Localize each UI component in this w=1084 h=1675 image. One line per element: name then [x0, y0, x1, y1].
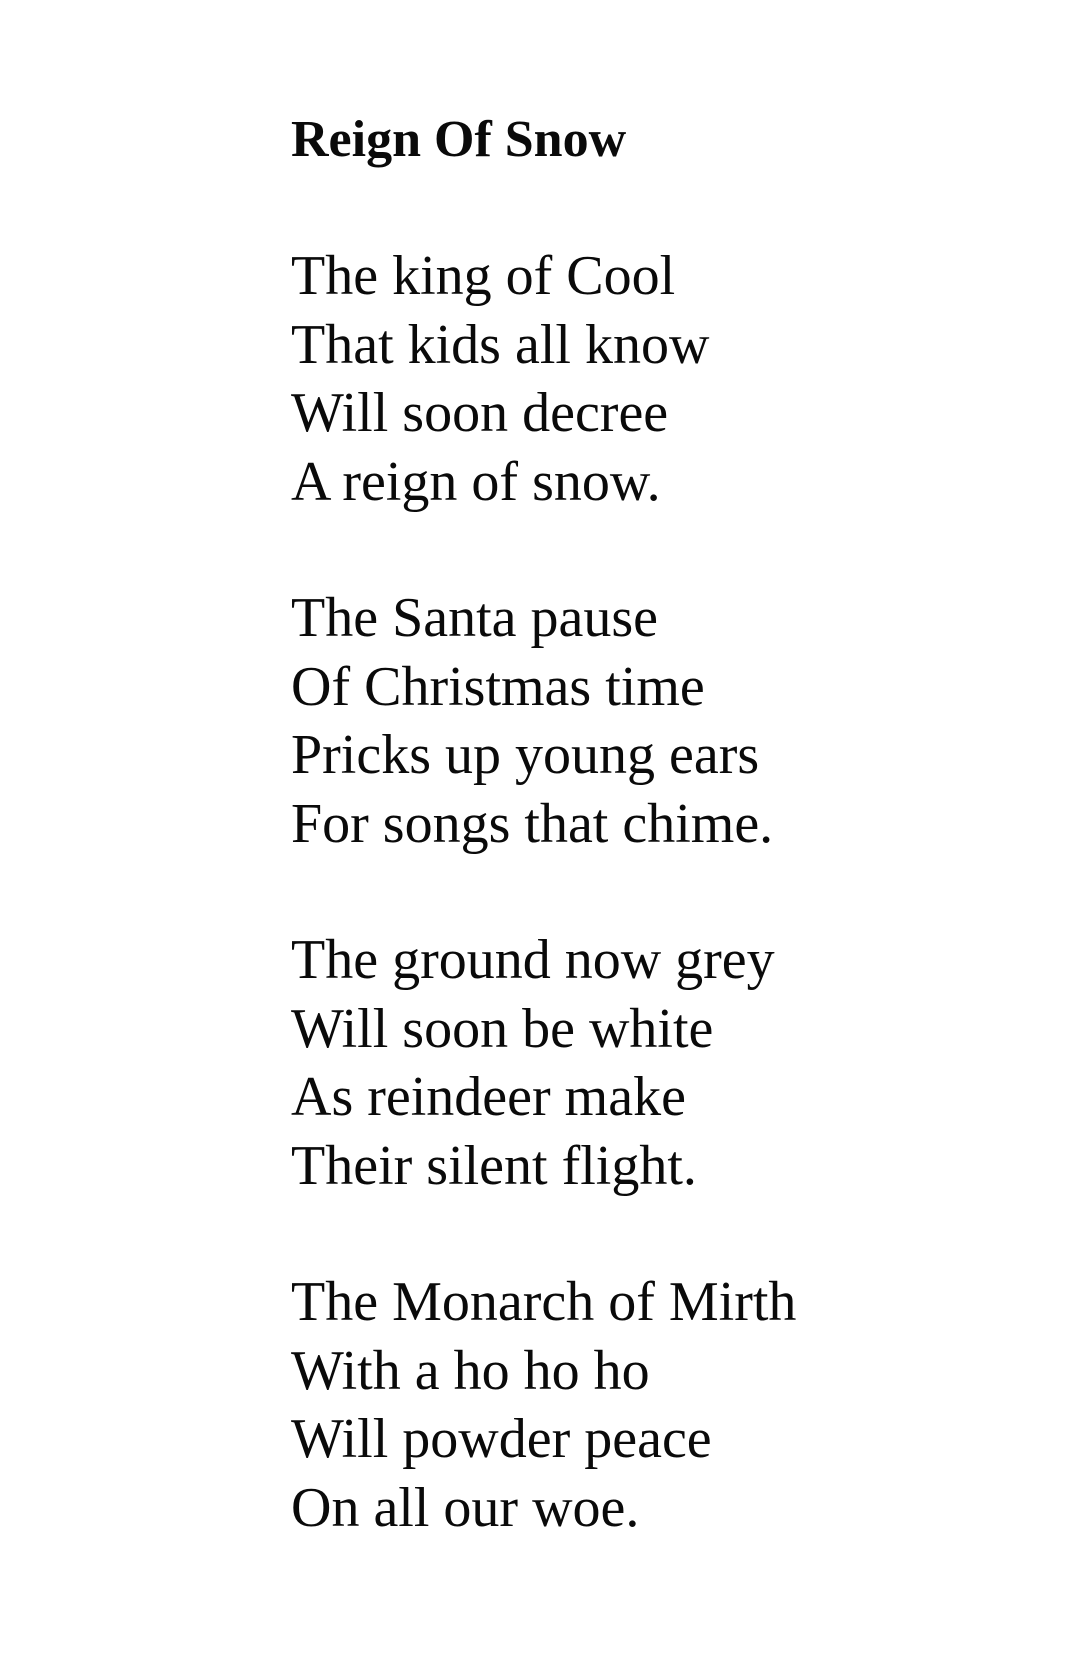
poem-line: Will powder peace	[291, 1408, 712, 1470]
poem-line: The ground now grey	[291, 929, 775, 991]
poem-line: Pricks up young ears	[291, 724, 760, 786]
poem-title: Reign Of Snow	[291, 111, 627, 168]
poem-line: For songs that chime.	[291, 792, 774, 855]
stanza-1	[291, 242, 1051, 516]
poem	[291, 108, 1051, 1542]
poem-line: Will soon be white	[291, 997, 714, 1060]
poem-line: The king of Cool	[291, 245, 676, 307]
stanza-4	[291, 1268, 1051, 1542]
poem-line: Their silent flight.	[291, 1134, 697, 1197]
poem-line: With a ho ho ho	[291, 1339, 650, 1402]
poem-line: Will soon decree	[291, 382, 669, 444]
poem-line: That kids all know	[291, 313, 710, 376]
poem-line: Of Christmas time	[291, 655, 705, 718]
poem-line: The Monarch of Mirth	[291, 1271, 797, 1333]
poem-line: As reindeer make	[291, 1066, 686, 1128]
poem-line: On all our woe.	[291, 1476, 640, 1539]
poem-line: The Santa pause	[291, 587, 658, 649]
stanza-2	[291, 584, 1051, 858]
stanza-3	[291, 926, 1051, 1200]
poem-line: A reign of snow.	[291, 450, 661, 513]
